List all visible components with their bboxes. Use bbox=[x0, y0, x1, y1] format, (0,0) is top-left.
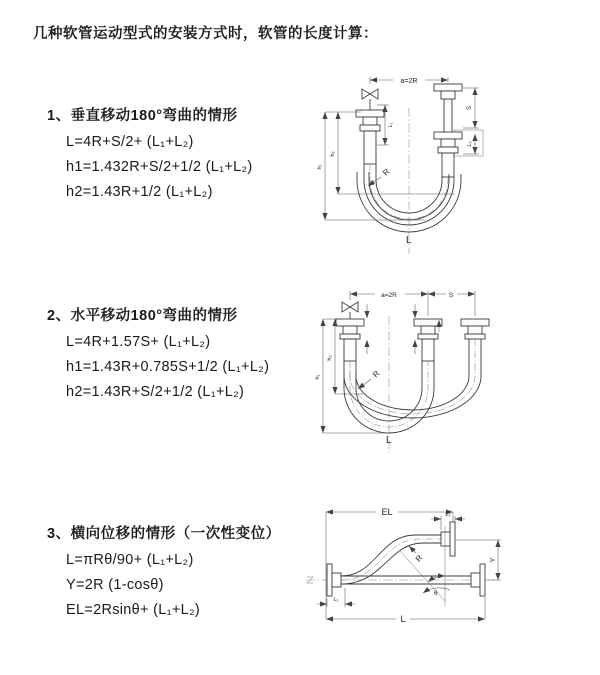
svg-text:h₁: h₁ bbox=[315, 374, 321, 380]
svg-text:a=2R: a=2R bbox=[381, 292, 397, 299]
braided-hose-section bbox=[442, 153, 454, 177]
valve-icon bbox=[362, 89, 378, 110]
page-title: 几种软管运动型式的安装方式时，软管的长度计算： bbox=[33, 26, 378, 42]
section-horizontal-bend bbox=[47, 304, 269, 400]
left-fitting bbox=[336, 319, 364, 361]
dimension-fitting-right bbox=[463, 134, 479, 154]
svg-text:a=2R: a=2R bbox=[400, 78, 418, 85]
dimension-fitting-left bbox=[317, 588, 355, 607]
left-flange bbox=[327, 564, 341, 596]
svg-text:L₂: L₂ bbox=[445, 512, 451, 518]
svg-text:R: R bbox=[371, 369, 382, 380]
svg-text:S: S bbox=[448, 292, 454, 299]
formula-length: L=πRθ/90+ (L₁+L₂) bbox=[66, 552, 194, 568]
svg-text:Y: Y bbox=[490, 557, 497, 563]
middle-fitting bbox=[414, 319, 442, 361]
dimension-span bbox=[370, 75, 448, 85]
upper-flange bbox=[441, 532, 450, 546]
svg-text:L₁: L₁ bbox=[333, 597, 339, 603]
formula-length: L=4R+S/2+ (L₁+L₂) bbox=[66, 134, 194, 150]
length-label: L bbox=[386, 435, 392, 446]
right-fitting bbox=[461, 319, 489, 339]
diagram-horizontal-bend bbox=[305, 276, 595, 461]
formula-h1: h1=1.43R+0.785S+1/2 (L₁+L₂) bbox=[66, 359, 270, 375]
diagram-vertical-bend bbox=[305, 62, 595, 262]
braided-hose-section bbox=[344, 339, 356, 361]
formula-offset: Y=2R (1-cosθ) bbox=[66, 577, 164, 593]
svg-text:h₂: h₂ bbox=[327, 355, 333, 361]
section-2-heading: 2、水平移动180°弯曲的情形 bbox=[47, 308, 238, 324]
braided-hose-section bbox=[364, 131, 376, 164]
diagram-lateral-displacement bbox=[298, 494, 598, 644]
svg-text:h₁: h₁ bbox=[317, 164, 323, 170]
dimension-fitting-right bbox=[431, 512, 465, 530]
formula-length: L=4R+1.57S+ (L₁+L₂) bbox=[66, 334, 211, 350]
left-fitting bbox=[356, 110, 384, 164]
svg-text:L: L bbox=[400, 614, 406, 624]
dimension-travel bbox=[428, 289, 475, 299]
formula-h2: h2=1.43R+S/2+1/2 (L₁+L₂) bbox=[66, 384, 245, 400]
length-label: L bbox=[406, 235, 412, 246]
dimension-length bbox=[326, 597, 485, 624]
hose-u-bend-position2 bbox=[344, 339, 481, 418]
svg-text:h₂: h₂ bbox=[330, 151, 336, 157]
section-1-heading: 1、垂直移动180°弯曲的情形 bbox=[47, 108, 238, 124]
svg-text:EL: EL bbox=[381, 507, 393, 517]
angle-label: θ bbox=[434, 590, 438, 597]
formula-h1: h1=1.432R+S/2+1/2 (L₁+L₂) bbox=[66, 159, 253, 175]
section-3-heading: 3、横向位移的情形（一次性变位） bbox=[47, 526, 281, 542]
upper-flange bbox=[450, 522, 455, 556]
formula-h2: h2=1.43R+1/2 (L₁+L₂) bbox=[66, 184, 213, 200]
radius-label bbox=[358, 369, 382, 389]
hose-s-curve bbox=[341, 522, 455, 584]
svg-text:S: S bbox=[467, 105, 473, 111]
svg-text:L₂: L₂ bbox=[467, 141, 473, 147]
svg-text:L₁: L₁ bbox=[388, 122, 394, 128]
formula-effective-length: EL=2Rsinθ+ (L₁+L₂) bbox=[66, 602, 201, 618]
radius-label bbox=[368, 167, 392, 186]
section-lateral-displacement bbox=[47, 522, 281, 618]
braided-hose-section bbox=[422, 339, 434, 361]
right-fitting bbox=[434, 84, 483, 177]
section-vertical-bend bbox=[47, 104, 253, 200]
radius-label bbox=[409, 546, 425, 563]
dimension-travel bbox=[463, 88, 479, 128]
svg-text:R: R bbox=[381, 167, 392, 178]
svg-text:R: R bbox=[413, 553, 425, 564]
valve-icon bbox=[342, 302, 358, 319]
